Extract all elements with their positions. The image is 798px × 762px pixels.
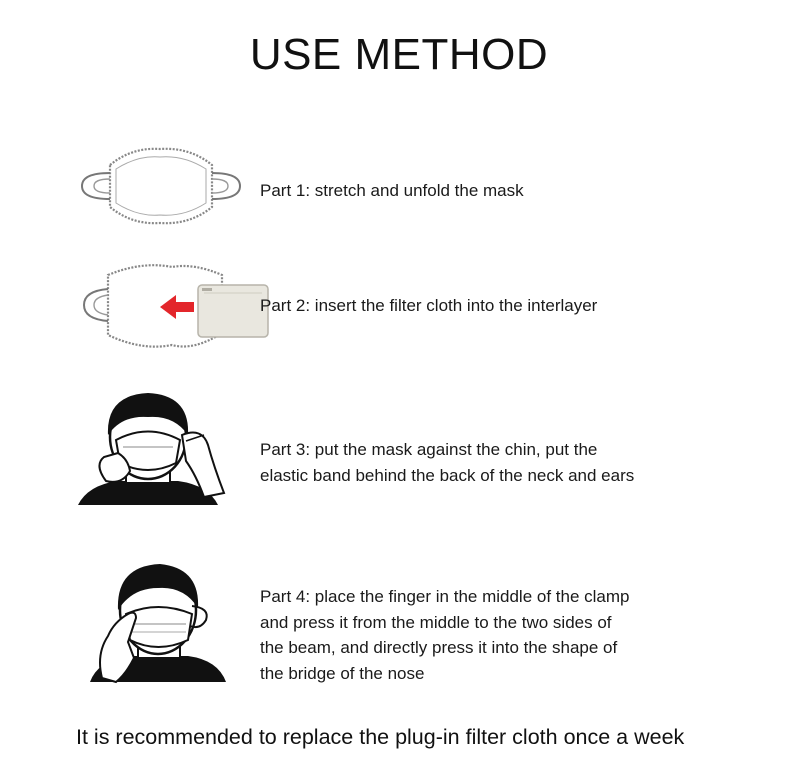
step-4 bbox=[0, 558, 798, 688]
step-4-line-4: the bridge of the nose bbox=[260, 663, 425, 683]
step-2 bbox=[0, 255, 798, 365]
step-3 bbox=[0, 385, 798, 510]
step-4-line-1: Part 4: place the finger in the middle of the clamp bbox=[260, 587, 630, 606]
step-4-line-2: and press it from the middle to the two sides of bbox=[260, 612, 612, 632]
person-putting-on-mask-icon bbox=[78, 385, 238, 507]
step-3-line-2: elastic band behind the back of the neck and ears bbox=[260, 465, 635, 485]
mask-filter-insert-icon bbox=[72, 255, 272, 355]
step-4-text bbox=[260, 584, 700, 686]
step-4-line-3: the beam, and directly press it into the shape of bbox=[260, 638, 618, 657]
step-1-text bbox=[260, 178, 700, 204]
step-2-line: Part 2: insert the filter cloth into the interlayer bbox=[260, 296, 598, 315]
step-3-text bbox=[260, 437, 700, 488]
step-1 bbox=[0, 130, 798, 240]
person-pressing-nose-clip-icon bbox=[88, 558, 248, 684]
step-1-line: Part 1: stretch and unfold the mask bbox=[260, 181, 524, 200]
step-3-line-1: Part 3: put the mask against the chin, put the bbox=[260, 440, 598, 459]
footer-note: It is recommended to replace the plug-in filter cloth once a week bbox=[76, 725, 685, 749]
mask-unfolded-icon bbox=[72, 135, 242, 235]
page-title: USE METHOD bbox=[249, 30, 549, 79]
step-2-text bbox=[260, 293, 700, 319]
